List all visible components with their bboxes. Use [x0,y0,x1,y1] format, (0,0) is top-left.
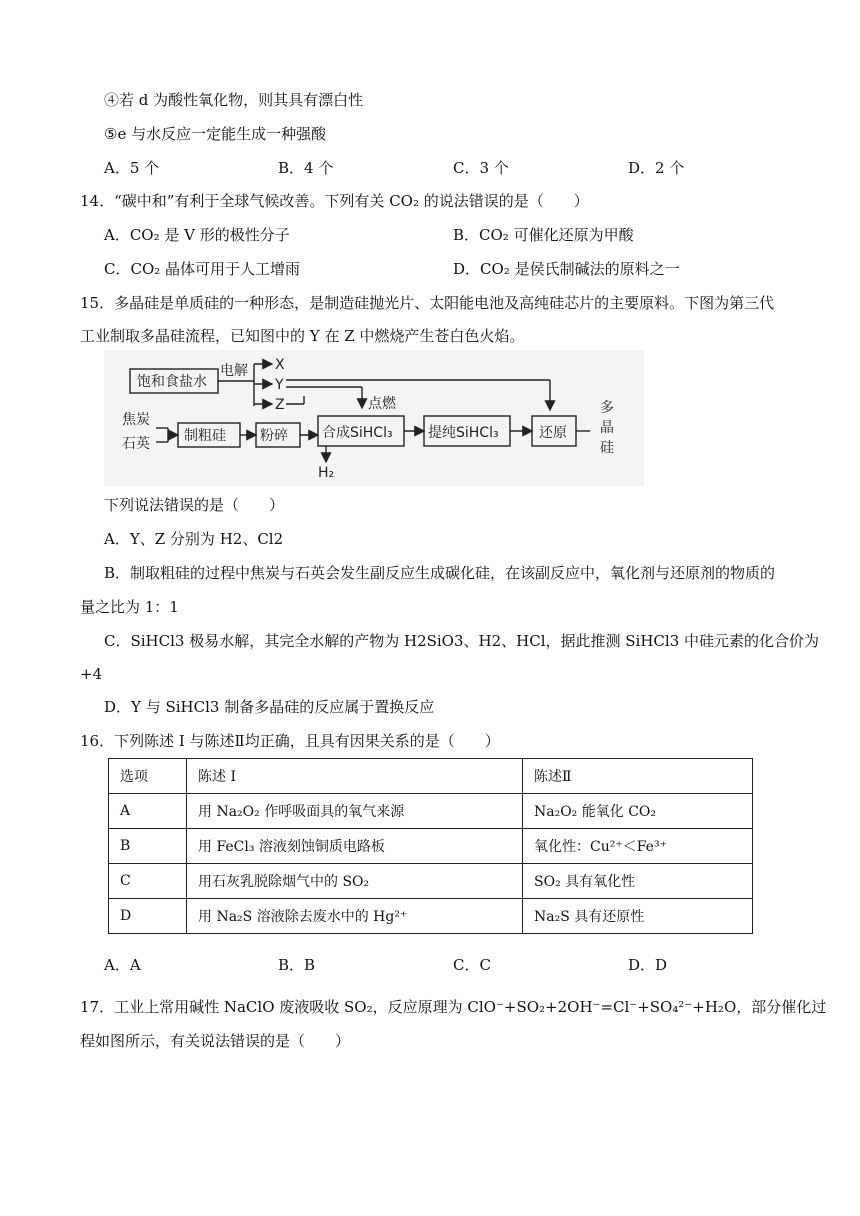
coke-label: 焦炭 [122,412,150,428]
table-row [109,794,753,829]
crush-label: 粉碎 [260,428,288,444]
q16-option-a: A．A [104,956,141,974]
table-cell: 氧化性：Cu²⁺＜Fe³⁺ [523,829,753,864]
q15-option-c-line-2: +4 [80,665,103,683]
product-label-3: 硅 [600,440,614,456]
product-label-2: 晶 [600,420,614,436]
table-header-row [109,759,753,794]
table-cell: C [109,864,187,899]
table-cell: D [109,899,187,934]
q16-option-c: C．C [453,956,491,974]
q13-option-c: C．3 个 [453,159,509,177]
q15-option-b-line-2: 量之比为 1：1 [80,598,179,616]
table-cell: Na₂S 具有还原性 [523,899,753,934]
table-cell: 用 Na₂S 溶液除去废水中的 Hg²⁺ [187,899,523,934]
table-cell: A [109,794,187,829]
header-statement-1: 陈述 I [187,759,523,794]
ignite-label: 点燃 [368,396,396,412]
z-label: Z [275,397,285,413]
table-cell: SO₂ 具有氧化性 [523,864,753,899]
header-option: 选项 [109,759,187,794]
q16-stem: 16．下列陈述 I 与陈述Ⅱ均正确，且具有因果关系的是（ ） [80,732,500,750]
table-cell: 用 FeCl₃ 溶液刻蚀铜质电路板 [187,829,523,864]
table-row [109,864,753,899]
x-label: X [275,357,285,373]
quartz-label: 石英 [122,436,150,452]
purify-label: 提纯SiHCl₃ [428,425,499,441]
synthesis-label: 合成SiHCl₃ [322,425,393,441]
q15-stem-line-1: 15．多晶硅是单质硅的一种形态，是制造硅抛光片、太阳能电池及高纯硅芯片的主要原料。下图为第三代 [80,294,775,312]
crude-silicon-label: 制粗硅 [184,428,226,444]
table-cell: 用 Na₂O₂ 作呼吸面具的氧气来源 [187,794,523,829]
q15-stem-line-2: 工业制取多晶硅流程，已知图中的 Y 在 Z 中燃烧产生苍白色火焰。 [80,327,525,345]
y-label: Y [275,377,284,393]
q13-item-4: ④若 d 为酸性氧化物，则其具有漂白性 [104,91,364,109]
q15-option-c-line-1: C．SiHCl3 极易水解，其完全水解的产物为 H2SiO3、H2、HCl，据此推测 SiHCl3 中硅元素的化合价为 [104,632,820,650]
q17-stem-line-1: 17．工业上常用碱性 NaClO 废液吸收 SO₂，反应原理为 ClO⁻+SO₂+2OH⁻=Cl⁻+SO₄²⁻+H₂O，部分催化过 [80,998,827,1016]
table-row [109,899,753,934]
q14-option-d: D．CO₂ 是侯氏制碱法的原料之一 [453,260,680,278]
table-row [109,829,753,864]
table-cell: Na₂O₂ 能氧化 CO₂ [523,794,753,829]
brine-label: 饱和食盐水 [137,374,207,390]
header-statement-2: 陈述Ⅱ [523,759,753,794]
q14-option-c: C．CO₂ 晶体可用于人工增雨 [104,260,301,278]
q15-option-b-line-1: B．制取粗硅的过程中焦炭与石英会发生副反应生成碳化硅，在该副反应中，氧化剂与还原剂的物质的 [104,564,776,582]
q16-option-d: D．D [628,956,668,974]
q15-option-d: D．Y 与 SiHCl3 制备多晶硅的反应属于置换反应 [104,698,435,716]
q16-table [108,758,753,934]
q14-option-a: A．CO₂ 是 V 形的极性分子 [104,226,290,244]
q15-process-flow-diagram [104,350,644,486]
electrolysis-label: 电解 [220,363,248,379]
q14-option-b: B．CO₂ 可催化还原为甲酸 [453,226,634,244]
q13-option-b: B．4 个 [278,159,334,177]
q13-item-5: ⑤e 与水反应一定能生成一种强酸 [104,125,327,143]
h2-label: H₂ [318,465,335,481]
q14-stem: 14．“碳中和”有利于全球气候改善。下列有关 CO₂ 的说法错误的是（ ） [80,192,589,210]
product-label-1: 多 [600,400,614,416]
q13-option-a: A．5 个 [104,159,160,177]
reduce-label: 还原 [539,425,567,441]
q17-stem-line-2: 程如图所示，有关说法错误的是（ ） [80,1032,351,1050]
table-cell: B [109,829,187,864]
q15-option-a: A．Y、Z 分别为 H2、Cl2 [104,530,284,548]
q16-option-b: B．B [278,956,316,974]
table-cell: 用石灰乳脱除烟气中的 SO₂ [187,864,523,899]
q13-option-d: D．2 个 [628,159,685,177]
q15-question: 下列说法错误的是（ ） [104,496,285,514]
